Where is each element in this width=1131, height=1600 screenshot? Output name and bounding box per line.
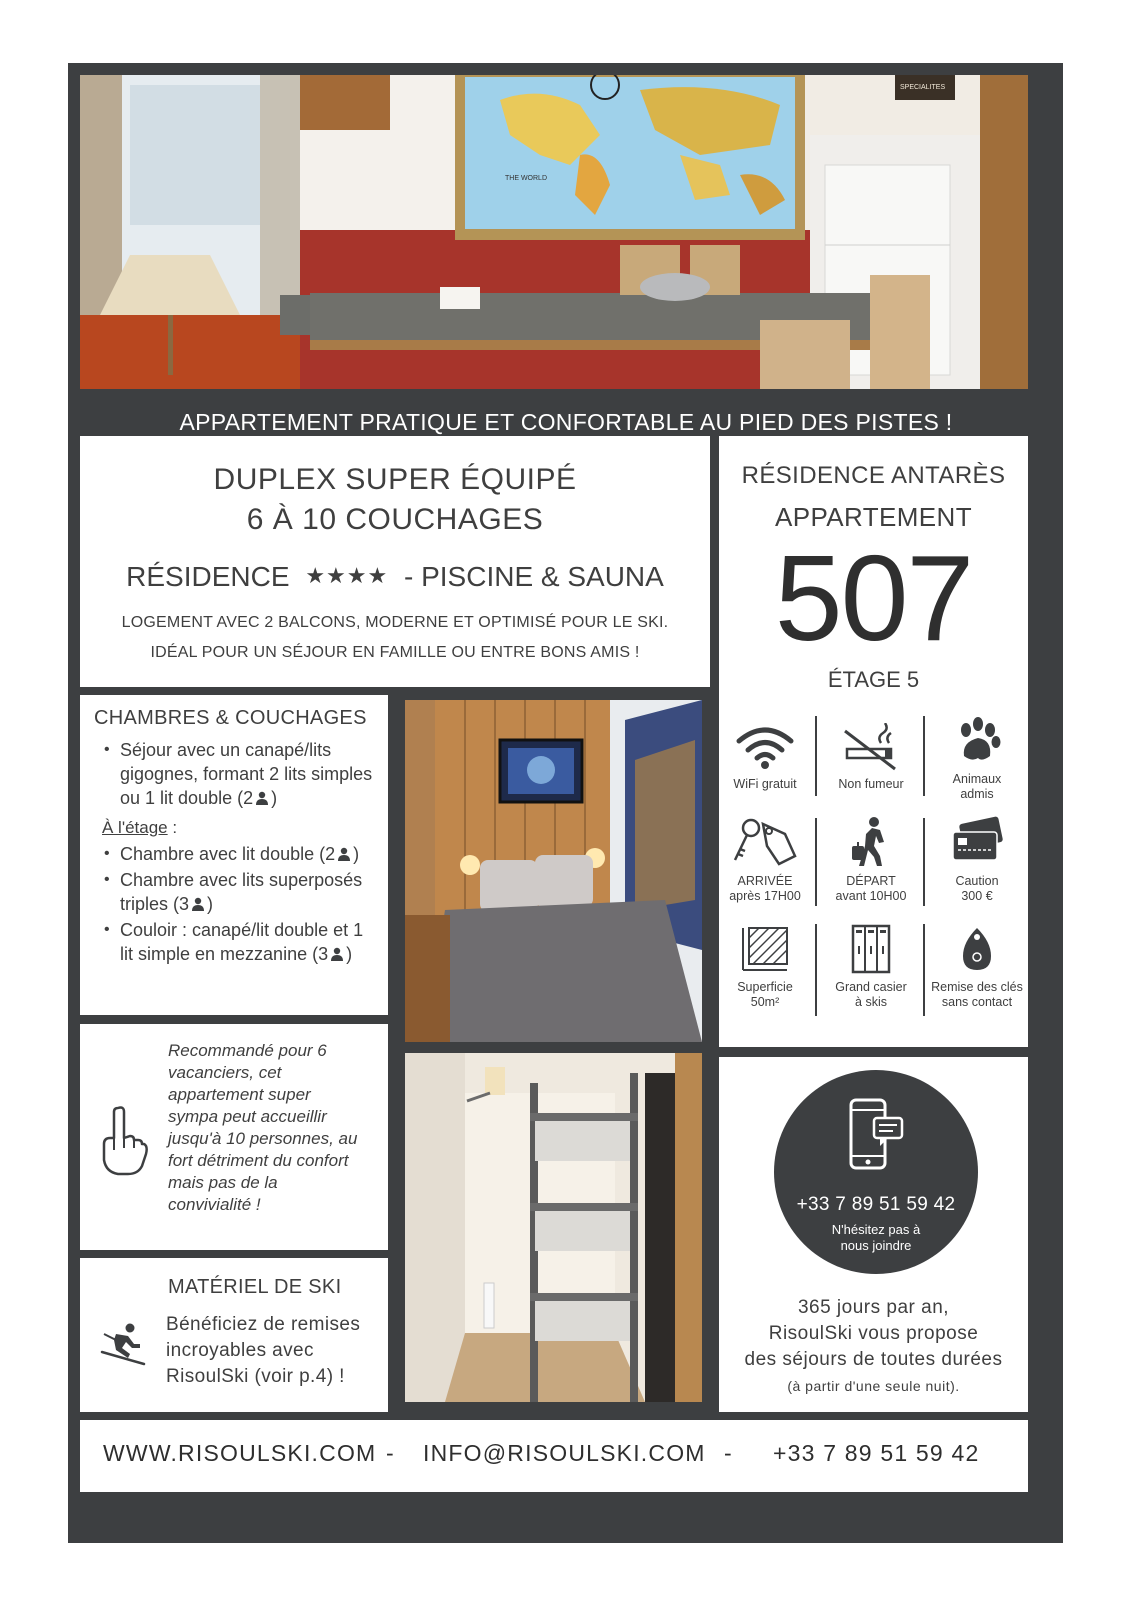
recommend-panel [80, 1024, 388, 1250]
bedroom-photo [405, 700, 702, 1042]
amenity-line1: Non fumeur [838, 777, 904, 791]
list-item [100, 738, 374, 810]
rooms-ground-list [100, 738, 374, 810]
residence-prefix: RÉSIDENCE [126, 561, 290, 592]
upstairs-colon: : [167, 818, 178, 837]
ski-locker-icon [849, 924, 893, 974]
amenity-wifi [719, 723, 817, 792]
room-text: Couloir : canapé/lit double et 1 lit simple en mezzanine (3 [120, 920, 364, 964]
list-item [100, 868, 374, 916]
amenity-line1: Grand casier [835, 980, 907, 994]
no-smoking-icon [841, 723, 901, 771]
room-text-end: ) [353, 844, 360, 864]
ski-equipment-panel [80, 1258, 388, 1412]
amenity-line2: admis [960, 787, 994, 801]
person-icon [255, 791, 269, 805]
hero-photo [80, 75, 1028, 389]
intro-title-line2: 6 À 10 COUCHAGES [246, 503, 544, 536]
footer-website[interactable]: WWW.RISOULSKI.COM [103, 1440, 377, 1466]
keys-icon [729, 816, 801, 868]
paw-icon [952, 716, 1002, 766]
amenity-arrival [719, 816, 817, 904]
area-icon [737, 924, 793, 974]
sign-text: SPECIALITES [900, 84, 946, 91]
key-fob-icon [957, 924, 997, 974]
amenity-area [719, 924, 817, 1010]
intro-panel [80, 436, 710, 687]
skier-icon [100, 1322, 146, 1366]
person-icon [337, 847, 351, 861]
room-text: Chambre avec lits superposés triples (3 [120, 870, 363, 914]
stars-rating: ★★★★ [305, 563, 389, 588]
promo-line4: (à partir d'une seule nuit). [787, 1378, 960, 1394]
contact-note-line1: N'hésitez pas à [831, 1222, 921, 1237]
contact-phone[interactable]: +33 7 89 51 59 42 [796, 1194, 956, 1215]
contact-note [774, 1222, 978, 1254]
person-icon [330, 947, 344, 961]
footer-separator: - [386, 1440, 395, 1466]
map-label: THE WORLD [505, 175, 547, 182]
footer-email[interactable]: INFO@RISOULSKI.COM [423, 1440, 706, 1466]
intro-desc-line1: LOGEMENT AVEC 2 BALCONS, MODERNE ET OPTIMISÉ POUR LE SKI. [121, 614, 669, 631]
room-text-end: ) [207, 894, 214, 914]
amenity-deposit [925, 816, 1028, 904]
upstairs-label: À l'étage [102, 818, 168, 837]
list-item [100, 918, 374, 966]
footer-phone[interactable]: +33 7 89 51 59 42 [773, 1440, 980, 1466]
walking-luggage-icon [846, 816, 896, 868]
amenity-non-smoking [819, 723, 923, 792]
intro-title-line1: DUPLEX SUPER ÉQUIPÉ [213, 463, 577, 496]
promo-line3: des séjours de toutes durées [744, 1349, 1003, 1370]
amenity-line1: ARRIVÉE [737, 874, 793, 888]
list-item [100, 842, 374, 866]
rooms-title: CHAMBRES & COUCHAGES [94, 707, 367, 729]
bunk-bed-photo [405, 1053, 702, 1402]
intro-desc-line2: IDÉAL POUR UN SÉJOUR EN FAMILLE OU ENTRE BONS AMIS ! [150, 644, 640, 661]
rooms-panel [80, 695, 388, 1015]
ski-text: Bénéficiez de remises incroyables avec RisoulSki (voir p.4) ! [166, 1314, 361, 1387]
amenity-departure [819, 816, 923, 904]
room-text-end: ) [271, 788, 278, 808]
apartment-floor: ÉTAGE 5 [827, 667, 920, 692]
amenity-line1: WiFi gratuit [733, 777, 797, 791]
room-text-end: ) [346, 944, 353, 964]
phone-circle [774, 1070, 978, 1274]
smartphone-message-icon [848, 1096, 904, 1172]
apartment-residence: RÉSIDENCE ANTARÈS [741, 462, 1006, 489]
room-text: Chambre avec lit double (2 [120, 844, 336, 864]
amenity-line2: après 17H00 [729, 889, 801, 903]
upstairs-heading [102, 818, 388, 838]
promo-line1: 365 jours par an, [797, 1297, 950, 1318]
amenity-line1: Remise des clés [931, 980, 1023, 994]
amenity-pets [925, 716, 1028, 802]
amenity-line2: 300 € [961, 889, 993, 903]
amenity-line2: 50m² [750, 995, 780, 1009]
banner-tagline: APPARTEMENT PRATIQUE ET CONFORTABLE AU PIED DES PISTES ! [179, 408, 953, 435]
recommend-text: Recommandé pour 6 vacanciers, cet appartement super sympa peut accueillir jusqu'à 10 personnes, au fort détriment du confort mais pas de la convivialité ! [168, 1041, 358, 1214]
amenity-line2: avant 10H00 [835, 889, 907, 903]
amenity-line2: sans contact [941, 995, 1013, 1009]
contact-panel [719, 1057, 1028, 1412]
apartment-label: APPARTEMENT [774, 502, 973, 532]
amenity-line2: à skis [855, 995, 887, 1009]
person-icon [191, 897, 205, 911]
credit-card-icon [947, 816, 1007, 868]
amenity-ski-locker [819, 924, 923, 1010]
contact-note-line2: nous joindre [840, 1238, 912, 1253]
apartment-panel [719, 436, 1028, 1047]
footer-separator: - [724, 1440, 733, 1466]
amenity-line1: Animaux [952, 772, 1002, 786]
promo-text [719, 1295, 1028, 1399]
amenity-line1: DÉPART [846, 874, 896, 888]
rooms-upstairs-list [100, 842, 374, 966]
wifi-icon [735, 723, 795, 771]
apartment-number: 507 [774, 530, 973, 666]
pointing-finger-icon [100, 1104, 148, 1176]
amenity-contactless-keys [925, 924, 1028, 1010]
residence-line [80, 556, 710, 596]
room-text: Séjour avec un canapé/lits gigognes, formant 2 lits simples ou 1 lit double (2 [120, 740, 373, 808]
promo-line2: RisoulSki vous propose [768, 1323, 979, 1344]
ski-title: MATÉRIEL DE SKI [168, 1276, 342, 1298]
amenity-line1: Caution [955, 874, 999, 888]
amenity-line1: Superficie [737, 980, 793, 994]
residence-suffix: - PISCINE & SAUNA [403, 561, 664, 592]
